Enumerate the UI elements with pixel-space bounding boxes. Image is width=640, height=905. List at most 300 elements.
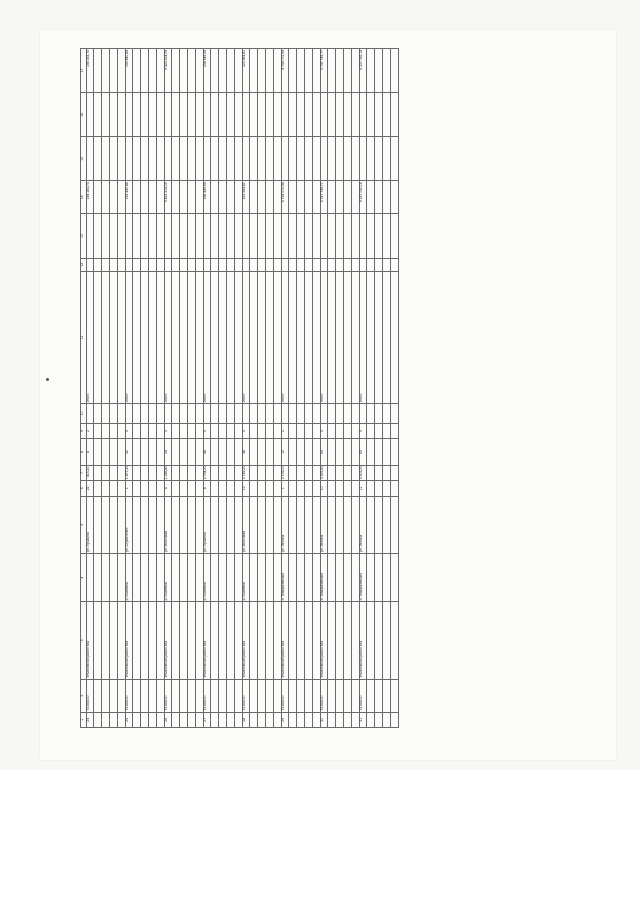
empty-cell — [250, 439, 258, 465]
empty-cell — [328, 271, 336, 403]
empty-cell — [383, 679, 391, 712]
empty-cell — [274, 93, 282, 137]
empty-cell — [258, 423, 266, 438]
empty-cell — [367, 481, 375, 496]
empty-cell — [266, 465, 274, 480]
empty-cell — [344, 602, 352, 679]
cell-code: 73164000 — [282, 679, 289, 712]
empty-cell — [305, 679, 313, 712]
empty-cell — [180, 137, 188, 181]
header-number-cell: 5 — [81, 496, 87, 553]
empty-cell — [250, 423, 258, 438]
sub-row — [391, 49, 399, 728]
header-number-cell: 17 — [81, 49, 87, 93]
cell-code: 73164000 — [321, 679, 328, 712]
empty-cell — [383, 93, 391, 137]
empty-cell — [336, 181, 344, 214]
empty-cell — [94, 258, 102, 271]
cell-street: ул. Ленина — [321, 496, 328, 553]
cell-reason — [360, 258, 367, 271]
cell-area2 — [204, 404, 211, 424]
empty-cell — [118, 271, 126, 403]
empty-cell — [274, 404, 282, 424]
empty-cell — [110, 271, 118, 403]
cell-own: 9 423 314,09 — [165, 49, 172, 93]
empty-cell — [328, 602, 336, 679]
empty-cell — [391, 553, 399, 602]
empty-cell — [289, 93, 297, 137]
empty-cell — [250, 553, 258, 602]
cell-code: 73164000 — [360, 679, 367, 712]
empty-cell — [157, 258, 165, 271]
empty-cell — [188, 679, 196, 712]
cell-type: итого — [282, 271, 289, 403]
cell-reason — [126, 258, 133, 271]
empty-cell — [94, 481, 102, 496]
empty-cell — [305, 481, 313, 496]
empty-cell — [149, 553, 157, 602]
empty-cell — [188, 712, 196, 727]
empty-cell — [289, 439, 297, 465]
empty-cell — [258, 214, 266, 258]
rotated-table-wrapper — [80, 48, 600, 728]
empty-cell — [235, 258, 243, 271]
empty-cell — [313, 214, 321, 258]
cell-no: 31 — [360, 712, 367, 727]
header-number-cell: 1 — [81, 712, 87, 727]
table-row — [360, 49, 367, 728]
empty-cell — [383, 712, 391, 727]
cell-fund — [126, 137, 133, 181]
cell-cnt — [204, 214, 211, 258]
empty-cell — [258, 137, 266, 181]
empty-cell — [391, 137, 399, 181]
sub-row — [157, 49, 165, 728]
empty-cell — [180, 602, 188, 679]
empty-cell — [328, 49, 336, 93]
empty-cell — [383, 602, 391, 679]
empty-cell — [180, 465, 188, 480]
empty-cell — [102, 137, 110, 181]
empty-cell — [383, 258, 391, 271]
sub-row — [188, 49, 196, 728]
empty-cell — [235, 404, 243, 424]
cell-area: 3 476,60 — [321, 465, 328, 480]
cell-flats: 32 — [126, 439, 133, 465]
empty-cell — [227, 93, 235, 137]
empty-cell — [211, 712, 219, 727]
empty-cell — [102, 481, 110, 496]
empty-cell — [211, 439, 219, 465]
empty-cell — [196, 137, 204, 181]
cell-okrug: Ульяновский район МО — [165, 602, 172, 679]
empty-cell — [149, 465, 157, 480]
empty-cell — [367, 181, 375, 214]
empty-cell — [172, 271, 180, 403]
empty-cell — [102, 404, 110, 424]
empty-cell — [250, 258, 258, 271]
cell-street: ул. Мостовая — [165, 496, 172, 553]
empty-cell — [235, 214, 243, 258]
empty-cell — [258, 181, 266, 214]
cell-no: 27 — [204, 712, 211, 727]
cell-area2 — [165, 404, 172, 424]
empty-cell — [110, 439, 118, 465]
cell-area2 — [282, 404, 289, 424]
empty-cell — [227, 481, 235, 496]
empty-cell — [141, 439, 149, 465]
cell-house: 10 — [321, 481, 328, 496]
cell-cnt — [321, 214, 328, 258]
empty-cell — [344, 93, 352, 137]
empty-cell — [352, 258, 360, 271]
empty-cell — [157, 137, 165, 181]
cell-total: 193 440,84 — [126, 181, 133, 214]
empty-cell — [289, 465, 297, 480]
cell-fund — [243, 137, 250, 181]
sub-row — [266, 49, 274, 728]
cell-flats: 8 — [87, 439, 94, 465]
empty-cell — [133, 602, 141, 679]
empty-cell — [250, 712, 258, 727]
empty-cell — [336, 137, 344, 181]
header-number-cell: 13 — [81, 214, 87, 258]
empty-cell — [266, 553, 274, 602]
empty-cell — [289, 137, 297, 181]
empty-cell — [367, 258, 375, 271]
empty-cell — [367, 404, 375, 424]
empty-cell — [188, 93, 196, 137]
cell-cnt — [360, 214, 367, 258]
empty-cell — [110, 496, 118, 553]
empty-cell — [250, 214, 258, 258]
empty-cell — [102, 602, 110, 679]
cell-flats: 63 — [321, 439, 328, 465]
empty-cell — [266, 258, 274, 271]
cell-cnt — [126, 214, 133, 258]
empty-cell — [110, 404, 118, 424]
empty-cell — [110, 181, 118, 214]
empty-cell — [383, 404, 391, 424]
empty-cell — [352, 214, 360, 258]
empty-cell — [297, 553, 305, 602]
cell-fund — [321, 137, 328, 181]
cell-own: 193 440,84 — [126, 49, 133, 93]
empty-cell — [305, 137, 313, 181]
empty-cell — [289, 553, 297, 602]
empty-cell — [258, 93, 266, 137]
empty-cell — [180, 93, 188, 137]
empty-cell — [188, 423, 196, 438]
cell-area: 2 749,20 — [243, 465, 250, 480]
cell-area: 1 285,80 — [165, 465, 172, 480]
empty-cell — [102, 679, 110, 712]
empty-cell — [258, 679, 266, 712]
empty-cell — [110, 712, 118, 727]
empty-cell — [297, 93, 305, 137]
empty-cell — [266, 49, 274, 93]
empty-cell — [297, 465, 305, 480]
empty-cell — [289, 679, 297, 712]
empty-cell — [391, 271, 399, 403]
empty-cell — [344, 679, 352, 712]
empty-cell — [149, 439, 157, 465]
cell-fund — [282, 137, 289, 181]
cell-type: итого — [204, 271, 211, 403]
empty-cell — [149, 214, 157, 258]
empty-cell — [313, 258, 321, 271]
empty-cell — [289, 496, 297, 553]
empty-cell — [383, 49, 391, 93]
empty-cell — [289, 602, 297, 679]
cell-total: 223 564,81 — [243, 181, 250, 214]
cell-no: 26 — [165, 712, 172, 727]
empty-cell — [141, 49, 149, 93]
cell-okrug: Ульяновский район МО — [321, 602, 328, 679]
header-number-cell: 7 — [81, 465, 87, 480]
empty-cell — [313, 404, 321, 424]
empty-cell — [94, 496, 102, 553]
empty-cell — [305, 93, 313, 137]
empty-cell — [196, 404, 204, 424]
empty-cell — [289, 481, 297, 496]
empty-cell — [133, 181, 141, 214]
empty-cell — [149, 481, 157, 496]
cell-okrug: Ульяновский район МО — [360, 602, 367, 679]
empty-cell — [367, 465, 375, 480]
cell-code: 73164000 — [204, 679, 211, 712]
empty-cell — [227, 439, 235, 465]
empty-cell — [180, 439, 188, 465]
empty-cell — [219, 214, 227, 258]
empty-cell — [110, 49, 118, 93]
sub-row — [344, 49, 352, 728]
empty-cell — [375, 258, 383, 271]
empty-cell — [383, 271, 391, 403]
empty-cell — [227, 602, 235, 679]
empty-cell — [172, 137, 180, 181]
cell-no: 29 — [282, 712, 289, 727]
empty-cell — [94, 679, 102, 712]
empty-cell — [375, 679, 383, 712]
table-row — [321, 49, 328, 728]
empty-cell — [391, 712, 399, 727]
cell-subj — [321, 93, 328, 137]
empty-cell — [141, 602, 149, 679]
sub-row — [196, 49, 204, 728]
cell-okrug: Ульяновский район МО — [282, 602, 289, 679]
empty-cell — [344, 49, 352, 93]
empty-cell — [133, 439, 141, 465]
empty-cell — [102, 181, 110, 214]
empty-cell — [180, 214, 188, 258]
empty-cell — [391, 258, 399, 271]
empty-cell — [180, 49, 188, 93]
empty-cell — [367, 137, 375, 181]
empty-cell — [227, 465, 235, 480]
empty-cell — [344, 181, 352, 214]
empty-cell — [289, 404, 297, 424]
empty-cell — [94, 214, 102, 258]
empty-cell — [344, 481, 352, 496]
empty-cell — [172, 404, 180, 424]
empty-cell — [110, 258, 118, 271]
empty-cell — [344, 214, 352, 258]
empty-cell — [289, 258, 297, 271]
empty-cell — [375, 137, 383, 181]
cell-flats: 12 — [282, 439, 289, 465]
empty-cell — [297, 496, 305, 553]
empty-cell — [297, 137, 305, 181]
empty-cell — [196, 258, 204, 271]
empty-cell — [391, 496, 399, 553]
sub-row — [219, 49, 227, 728]
empty-cell — [297, 423, 305, 438]
empty-cell — [219, 181, 227, 214]
empty-cell — [94, 404, 102, 424]
empty-cell — [211, 49, 219, 93]
cell-own: 238 449,54 — [204, 49, 211, 93]
empty-cell — [133, 214, 141, 258]
empty-cell — [336, 214, 344, 258]
empty-cell — [227, 679, 235, 712]
empty-cell — [157, 404, 165, 424]
cell-settlement: п. Тимирязевский — [282, 553, 289, 602]
empty-cell — [219, 553, 227, 602]
empty-cell — [328, 439, 336, 465]
sub-row — [172, 49, 180, 728]
empty-cell — [133, 465, 141, 480]
cell-house: 1 — [126, 481, 133, 496]
empty-cell — [336, 553, 344, 602]
empty-cell — [102, 465, 110, 480]
empty-cell — [133, 679, 141, 712]
empty-cell — [367, 93, 375, 137]
sub-row — [250, 49, 258, 728]
empty-cell — [297, 271, 305, 403]
empty-cell — [133, 423, 141, 438]
cell-fund — [165, 137, 172, 181]
cell-house: 8 — [204, 481, 211, 496]
empty-cell — [188, 181, 196, 214]
empty-cell — [94, 93, 102, 137]
empty-cell — [289, 271, 297, 403]
empty-cell — [305, 181, 313, 214]
empty-cell — [102, 93, 110, 137]
empty-cell — [383, 137, 391, 181]
empty-cell — [383, 181, 391, 214]
cell-reason — [243, 258, 250, 271]
empty-cell — [118, 258, 126, 271]
empty-cell — [297, 679, 305, 712]
empty-cell — [227, 137, 235, 181]
empty-cell — [172, 496, 180, 553]
empty-cell — [313, 137, 321, 181]
empty-cell — [219, 496, 227, 553]
cell-street: ул. Пушкина — [204, 496, 211, 553]
empty-cell — [250, 465, 258, 480]
cell-type: итого — [360, 271, 367, 403]
empty-cell — [328, 93, 336, 137]
empty-cell — [266, 93, 274, 137]
empty-cell — [172, 258, 180, 271]
empty-cell — [102, 553, 110, 602]
empty-cell — [188, 496, 196, 553]
empty-cell — [188, 602, 196, 679]
cell-cnt — [282, 214, 289, 258]
empty-cell — [219, 258, 227, 271]
empty-cell — [336, 258, 344, 271]
sub-row — [297, 49, 305, 728]
cell-own: 9 237 092,14 — [360, 49, 367, 93]
empty-cell — [172, 439, 180, 465]
empty-cell — [328, 423, 336, 438]
empty-cell — [141, 137, 149, 181]
cell-area2 — [243, 404, 250, 424]
cell-flats: 63 — [360, 439, 367, 465]
empty-cell — [305, 439, 313, 465]
empty-cell — [149, 602, 157, 679]
empty-cell — [235, 93, 243, 137]
empty-cell — [328, 404, 336, 424]
empty-cell — [344, 496, 352, 553]
sub-row — [328, 49, 336, 728]
cell-floors: 2 — [87, 423, 94, 438]
empty-cell — [344, 271, 352, 403]
empty-cell — [235, 271, 243, 403]
cell-area: 2 176,00 — [282, 465, 289, 480]
empty-cell — [110, 93, 118, 137]
empty-cell — [336, 712, 344, 727]
empty-cell — [258, 602, 266, 679]
empty-cell — [336, 481, 344, 496]
empty-cell — [383, 496, 391, 553]
empty-cell — [211, 602, 219, 679]
empty-cell — [289, 423, 297, 438]
empty-cell — [297, 481, 305, 496]
empty-cell — [172, 712, 180, 727]
cell-total: 194 163,73 — [87, 181, 94, 214]
empty-cell — [336, 439, 344, 465]
empty-cell — [180, 679, 188, 712]
empty-cell — [227, 258, 235, 271]
empty-cell — [266, 679, 274, 712]
cell-settlement: р. Ишеевка — [126, 553, 133, 602]
cell-area: 2 754,20 — [204, 465, 211, 480]
cell-street: ул. Ленина — [360, 496, 367, 553]
cell-area: 1 877,30 — [126, 465, 133, 480]
empty-cell — [94, 465, 102, 480]
cell-subj — [243, 93, 250, 137]
cell-no: 28 — [243, 712, 250, 727]
empty-cell — [305, 553, 313, 602]
empty-cell — [118, 137, 126, 181]
empty-cell — [266, 137, 274, 181]
empty-cell — [180, 404, 188, 424]
empty-cell — [211, 423, 219, 438]
empty-cell — [141, 465, 149, 480]
empty-cell — [180, 553, 188, 602]
empty-cell — [305, 271, 313, 403]
empty-cell — [211, 181, 219, 214]
sub-row — [180, 49, 188, 728]
cell-area2 — [87, 404, 94, 424]
empty-cell — [274, 271, 282, 403]
empty-cell — [336, 271, 344, 403]
cell-reason — [282, 258, 289, 271]
cell-code: 73164000 — [243, 679, 250, 712]
cell-okrug: Ульяновский район МО — [204, 602, 211, 679]
